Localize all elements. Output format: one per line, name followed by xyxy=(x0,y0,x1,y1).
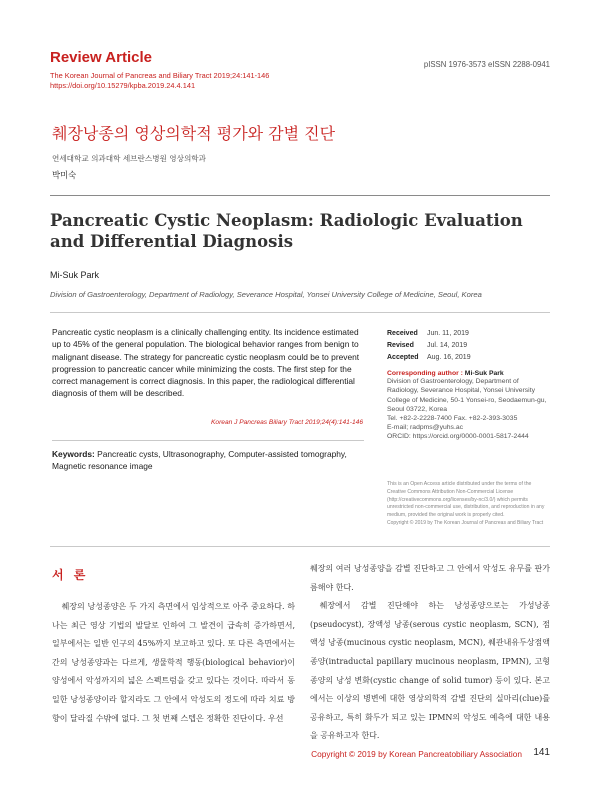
divider xyxy=(52,440,364,441)
english-author: Mi-Suk Park xyxy=(50,270,100,280)
date-received xyxy=(387,328,550,340)
keywords-label: Keywords: xyxy=(52,449,95,459)
section-heading: 서 론 xyxy=(52,568,89,582)
correspondence-line: Radiology, Severance Hospital, Yonsei University xyxy=(387,387,535,395)
divider xyxy=(50,195,550,196)
keywords xyxy=(52,448,364,472)
body-column-left xyxy=(52,598,295,728)
korean-author: 박미숙 xyxy=(52,170,77,180)
correspondence-line: Seoul 03722, Korea xyxy=(387,405,448,413)
date-value: Aug. 16, 2019 xyxy=(427,353,471,361)
correspondence-orcid[interactable]: ORCID: https://orcid.org/0000-0001-5817-2444 xyxy=(387,432,529,440)
journal-citation-line: The Korean Journal of Pancreas and Biliary Tract 2019;24:141-146 xyxy=(50,71,270,80)
body-paragraph: 췌장의 여러 낭성종양을 감별 진단하고 그 안에서 악성도 유무를 판가름해야 한다. xyxy=(310,564,550,592)
abstract-text: Pancreatic cystic neoplasm is a clinically challenging entity. Its incidence estimated up to 45% of the general population. The biological behavior ranges from benign to malignant disease. The strategy for pancreatic cystic neoplasm could be to prevent progression to pancreatic cancer while minimizing the costs. The first step for the correct management is correct diagnosis. In this paper, the radiological differential diagnosis of them will be described. xyxy=(52,327,360,399)
keywords-list: Pancreatic cysts, Ultrasonography, Computer-assisted tomography, Magnetic resonance image xyxy=(52,449,347,471)
footer-copyright: Copyright © 2019 by Korean Pancreatobiliary Association xyxy=(311,749,522,759)
page-number: 141 xyxy=(533,747,550,758)
date-label: Received xyxy=(387,330,418,337)
corresponding-name: Mi-Suk Park xyxy=(464,370,504,378)
correspondence-phone-fax: Tel. +82-2-2228-7400 Fax. +82-2-393-3035 xyxy=(387,414,518,422)
divider xyxy=(50,312,550,313)
date-revised xyxy=(387,340,550,352)
correspondence-email[interactable]: E-mail; radpms@yuhs.ac xyxy=(387,423,464,431)
issn: pISSN 1976-3573 eISSN 2288-0941 xyxy=(423,60,550,69)
date-label: Accepted xyxy=(387,353,419,361)
korean-affiliation: 연세대학교 의과대학 세브란스병원 영상의학과 xyxy=(52,154,206,163)
english-affiliation: Division of Gastroenterology, Department of Radiology, Severance Hospital, Yonsei University College of Medicine, Seoul, Korea xyxy=(50,290,482,299)
doi-link[interactable]: https://doi.org/10.15279/kpba.2019.24.4.141 xyxy=(50,81,196,90)
body-paragraph: 췌장에서 감별 진단해야 하는 낭성종양으로는 가성낭종(pseudocyst), 장액성 낭종(serous cystic neoplasm, SCN), 점액성 낭종(mucinous cystic neoplasm, MCN), 췌관내유두상점액종양(intraductal papillary mucinous neoplasm, IPMN), 고형 종양의 낭성 변화(cystic change of solid tumor) 등이 있다. 본고에서는 이상의 병변에 대한 영상의학적 감별 진단의 실마리(clue)를 공유하고, 특히 화두가 되고 있는 IPMN의 악성도 예측에 대한 내용을 공유하고자 한다. xyxy=(310,601,550,741)
body-paragraph: 췌장의 낭성종양은 두 가지 측면에서 임상적으로 아주 중요하다. 하나는 최근 영상 기법의 발달로 인하여 그 발견이 급속히 증가하면서, 일부에서는 일반 인구의 45%까지 보고하고 있다. 또 다른 측면에서는 간의 낭성종양과는 다르게, 생물학적 행동(biological behavior)이 양성에서 악성까지의 넓은 스펙트럼을 갖고 있다는 것이다. 따라서 동일한 낭성종양이라 할지라도 그 안에서 악성도의 정도에 따라 치료 방향이 달라질 수밖에 없다. 그 첫 번째 스텝은 정확한 진단이다. 우선 xyxy=(52,602,295,723)
corresponding-label: Corresponding author : xyxy=(387,370,465,378)
license-notice: This is an Open Access article distributed under the terms of the Creative Commons Attribution Non-Commercial License (http://creativecommons.org/licenses/by-nc/3.0/) which permits unrestricted non-commercial use, distribution, and reproduction in any medium, provided the original work is properly cited. xyxy=(387,481,545,519)
corresponding-author-heading xyxy=(387,370,550,377)
divider xyxy=(50,546,550,547)
body-column-right xyxy=(310,560,550,746)
english-title: Pancreatic Cystic Neoplasm: Radiologic Evaluation and Differential Diagnosis xyxy=(50,211,523,251)
date-label: Revised xyxy=(387,341,414,349)
date-value: Jul. 14, 2019 xyxy=(427,341,468,349)
correspondence-line: Division of Gastroenterology, Department of xyxy=(387,378,519,386)
date-accepted xyxy=(387,352,550,364)
article-type: Review Article xyxy=(50,49,152,66)
korean-title: 췌장낭종의 영상의학적 평가와 감별 진단 xyxy=(52,124,336,143)
article-info-sidebar xyxy=(387,328,550,441)
correspondence-line: College of Medicine, 50-1 Yonsei-ro, Seodaemun-gu, xyxy=(387,396,547,404)
date-value: Jun. 11, 2019 xyxy=(427,330,469,337)
journal-copyright: Copyright © 2019 by The Korean Journal of Pancreas and Biliary Tract xyxy=(387,520,544,526)
abstract-citation: Korean J Pancreas Biliary Tract 2019;24(4):141-146 xyxy=(211,419,363,426)
